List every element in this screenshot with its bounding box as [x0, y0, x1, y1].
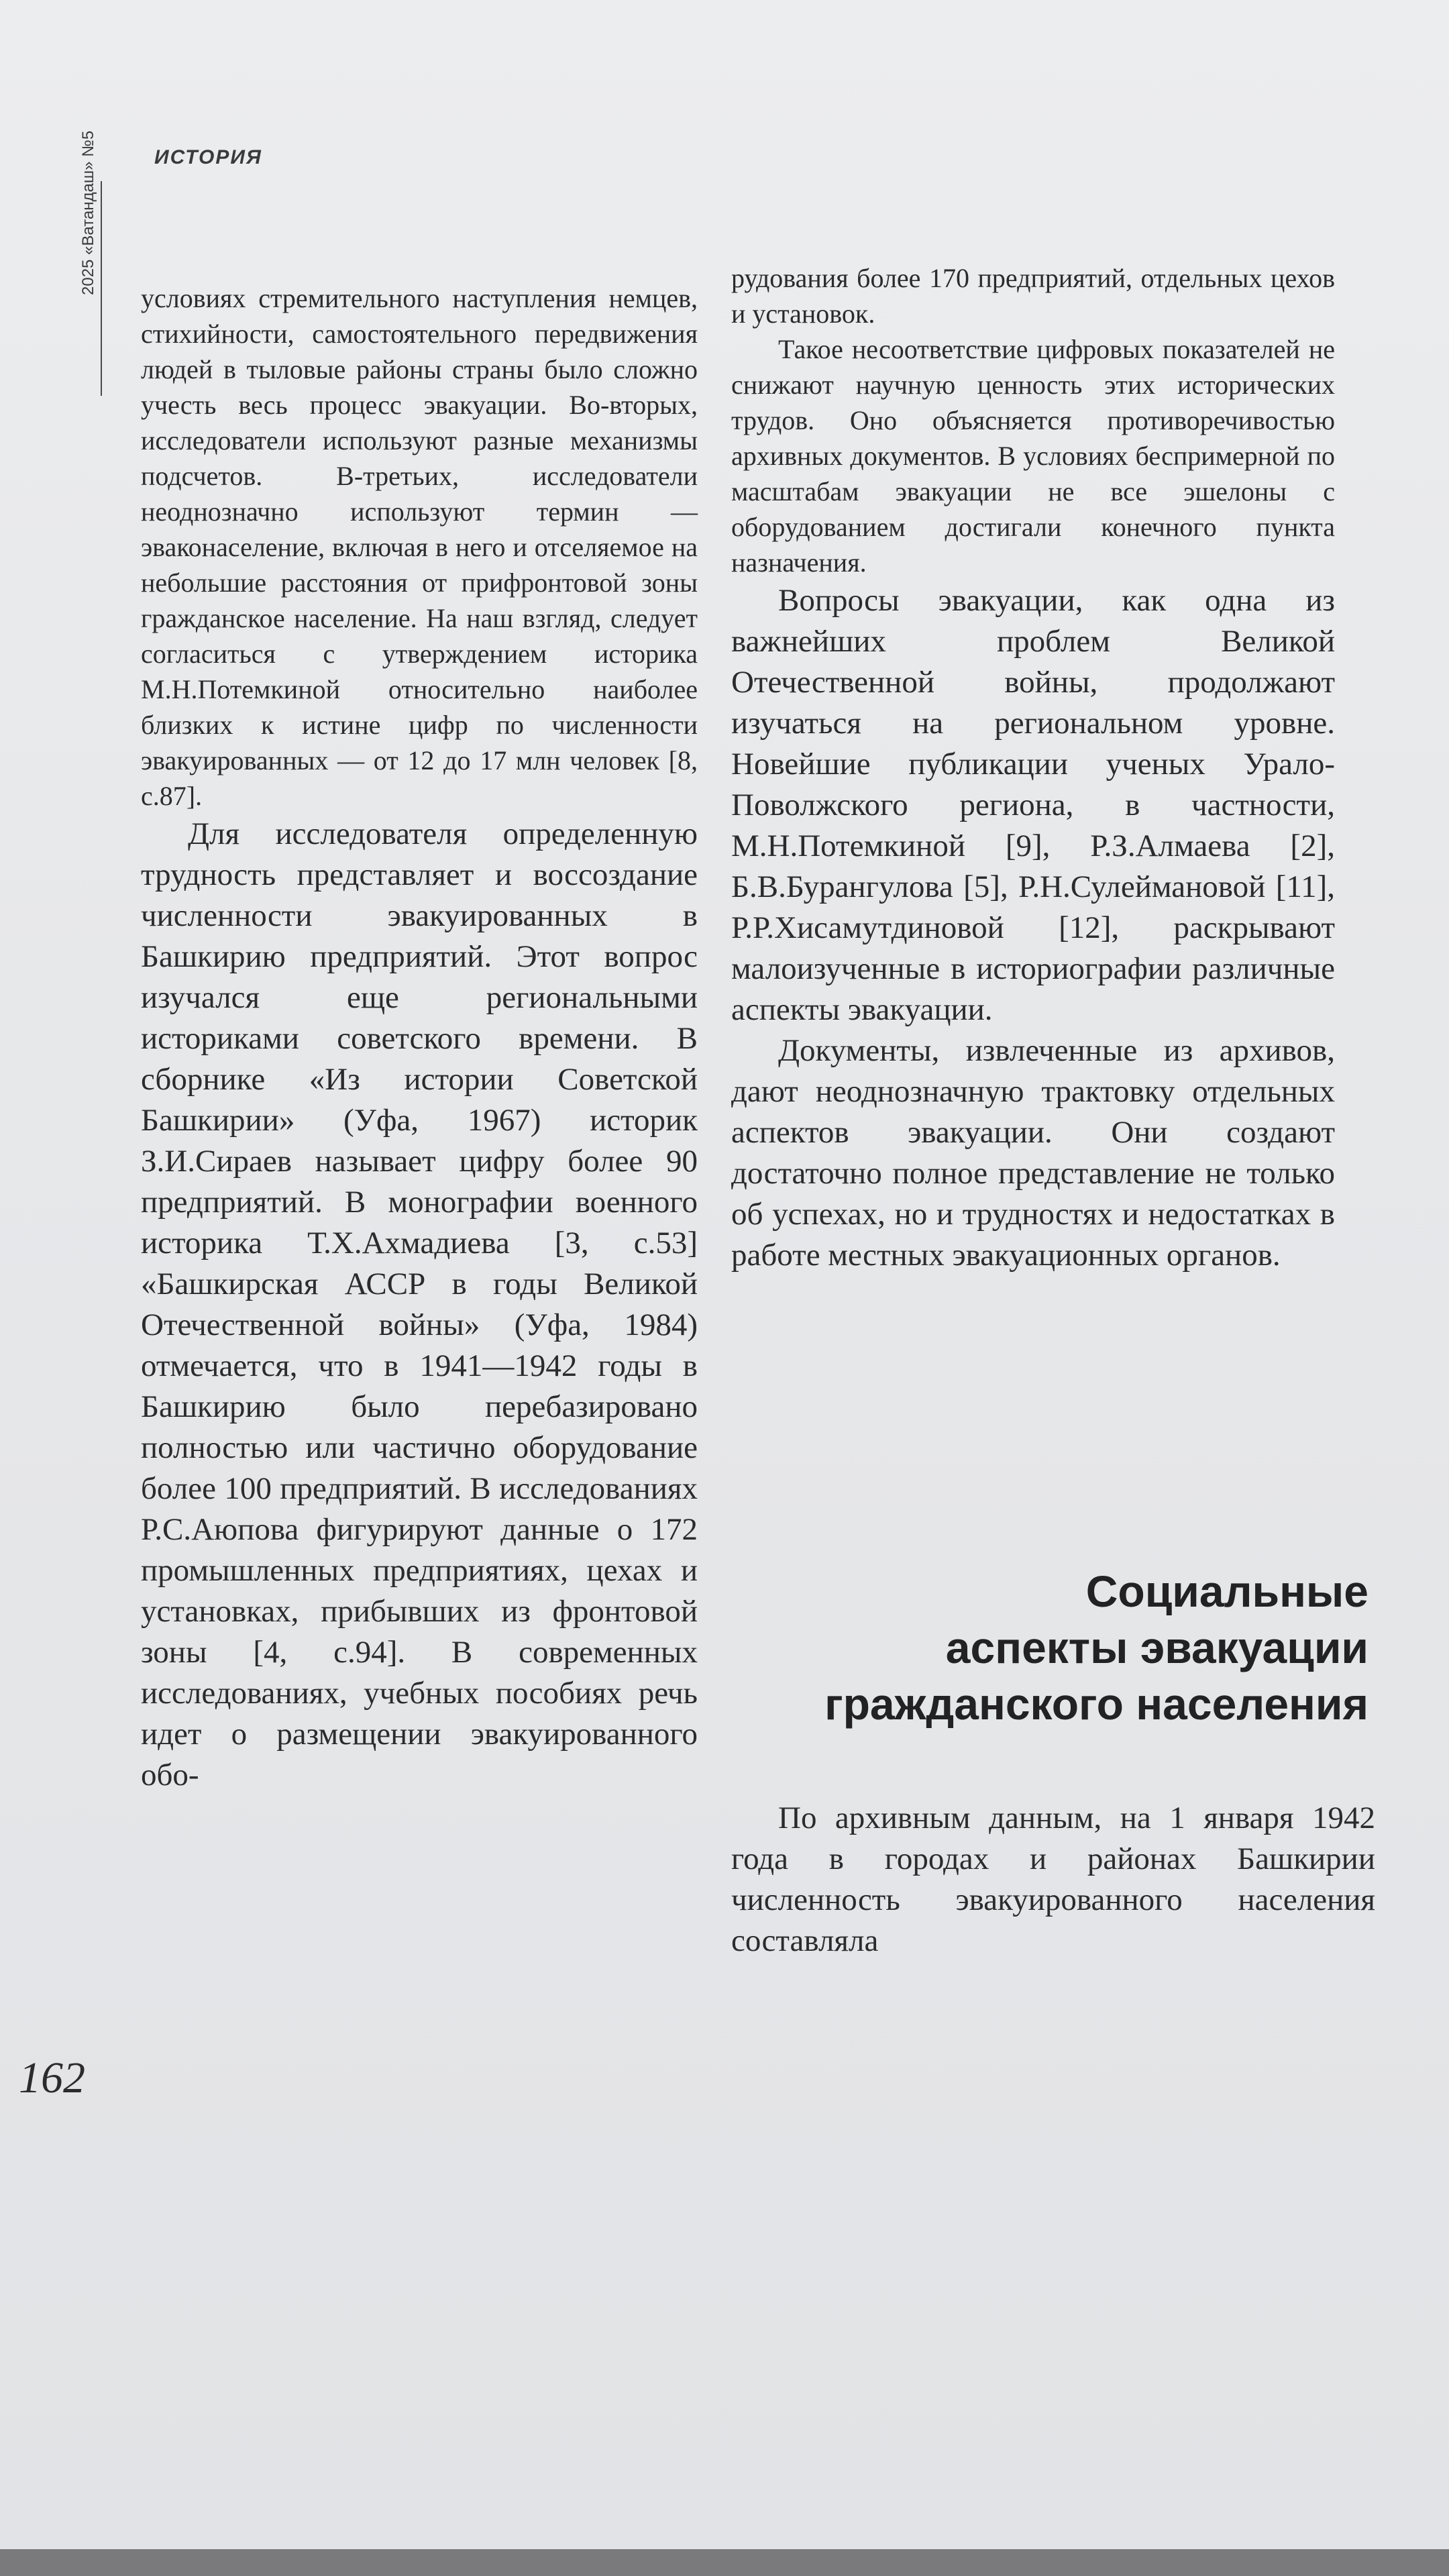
heading-line-2: аспекты эвакуации — [945, 1623, 1368, 1672]
right-column — [731, 260, 1335, 1276]
heading-line-3: гражданского населения — [824, 1679, 1368, 1729]
right-paragraph-5: По архивным данным, на 1 января 1942 года в городах и районах Башкирии численность эвакуированного населения составляла — [731, 1801, 1375, 1958]
page-number: 162 — [19, 2053, 85, 2102]
right-paragraph-3: Вопросы эвакуации, как одна из важнейших проблем Великой Отечественной войны, продолжают изучаться на региональном уровне. Новейшие публикации ученых Урало-Поволжского региона, в частности, М.Н.Потемкиной [9], Р.З.Алмаева [2], Б.В.Бурангулова [5], Р.Н.Сулеймановой [11], Р.Р.Хисамутдиновой [12], раскрывают малоизученные в историографии различные аспекты эвакуации. — [731, 583, 1335, 1027]
left-column — [141, 280, 698, 1796]
section-heading — [731, 1563, 1368, 1732]
vertical-rule — [101, 181, 102, 396]
page-edge-shadow — [0, 2549, 1449, 2576]
right-column-after-heading — [731, 1798, 1375, 1962]
left-paragraph-1: условиях стремительного наступления немцев, стихийности, самостоятельного передвижения людей в тыловые районы страны было сложно учесть весь процесс эвакуации. Во-вторых, исследователи используют разные механизмы подсчетов. В-третьих, исследователи неоднозначно используют термин — эваконаселение, включая в него и отселяемое на небольшие расстояния от прифронтовой зоны гражданское население. На наш взгляд, следует согласиться с утверждением историка М.Н.Потемкиной относительно наиболее близких к истине цифр по численности эвакуированных — от 12 до 17 млн человек [8, с.87]. — [141, 283, 698, 811]
right-paragraph-4: Документы, извлеченные из архивов, дают неоднозначную трактовку отдельных аспектов эвакуации. Они создают достаточно полное представление не только об успехах, но и трудностях и недостатках в работе местных эвакуационных органов. — [731, 1033, 1335, 1273]
right-paragraph-2: Такое несоответствие цифровых показателей не снижают научную ценность этих исторических трудов. Оно объясняется противоречивостью архивных документов. В условиях беспримерной по масштабам эвакуации не все эшелоны с оборудованием достигали конечного пункта назначения. — [731, 334, 1335, 578]
right-paragraph-1: рудования более 170 предприятий, отдельных цехов и установок. — [731, 263, 1335, 329]
journal-side-caption: 2025 «Ватандаш» №5 — [79, 130, 97, 295]
left-paragraph-2: Для исследователя определенную трудность представляет и воссоздание численности эвакуированных в Башкирию предприятий. Этот вопрос изучался еще региональными историками советского времени. В сборнике «Из истории Советской Башкирии» (Уфа, 1967) историк З.И.Сираев называет цифру более 90 предприятий. В монографии военного историка Т.Х.Ахмадиева [3, с.53] «Башкирская АССР в годы Великой Отечественной войны» (Уфа, 1984) отмечается, что в 1941—1942 годы в Башкирию было перебазировано полностью или частично оборудование более 100 предприятий. В исследованиях Р.С.Аюпова фигурируют данные о 172 промышленных предприятиях, цехах и установках, прибывших из фронтовой зоны [4, с.94]. В современных исследованиях, учебных пособиях речь идет о размещении эвакуированного обо- — [141, 816, 698, 1792]
heading-line-1: Социальные — [1085, 1566, 1368, 1616]
section-label: ИСТОРИЯ — [154, 146, 262, 168]
